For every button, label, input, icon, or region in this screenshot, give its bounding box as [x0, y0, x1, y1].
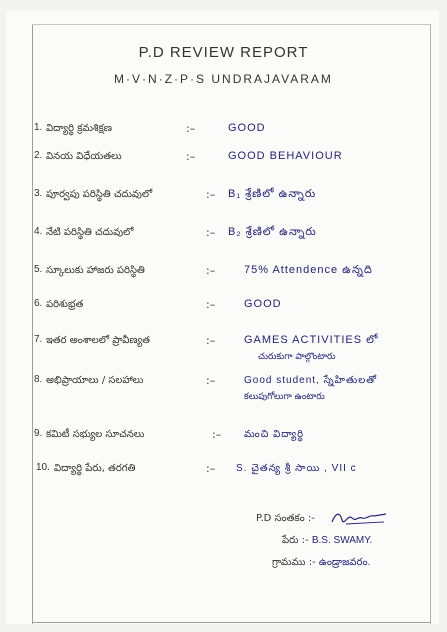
- item-number: 10.: [36, 462, 50, 473]
- report-row: [0, 264, 447, 288]
- report-row: [0, 334, 447, 362]
- item-colon: :–: [206, 264, 216, 277]
- item-colon: :–: [206, 334, 216, 347]
- report-row: [0, 122, 447, 146]
- item-number: 8.: [34, 374, 43, 385]
- item-value: B₁ శ్రేణిలో ఉన్నారు: [228, 188, 317, 200]
- name-value: B.S. SWAMY.: [311, 535, 373, 546]
- item-value: Good student, స్నేహితులతో: [244, 375, 378, 386]
- item-value: S. చైతన్య శ్రీ సాయి , VII c: [236, 463, 357, 474]
- item-value: GOOD BEHAVIOUR: [228, 150, 343, 162]
- item-number: 3.: [34, 188, 43, 199]
- item-value: GOOD: [228, 122, 266, 134]
- margin-line: [32, 24, 33, 624]
- item-number: 9.: [34, 428, 43, 439]
- item-label: స్కూలుకు హాజరు పరిస్థితి: [46, 265, 145, 276]
- item-colon: :–: [206, 374, 216, 387]
- name-label: పేరు :-: [282, 535, 309, 546]
- report-row: [0, 428, 447, 452]
- item-label: పరిశుభ్రత: [46, 299, 84, 310]
- item-colon: :–: [186, 150, 196, 163]
- item-number: 4.: [34, 226, 43, 237]
- item-label: అభిప్రాయాలు / సలహాలు: [46, 375, 144, 386]
- report-row: [0, 226, 447, 250]
- item-value: మంచి విద్యార్థి: [244, 429, 305, 440]
- item-colon: :–: [212, 428, 222, 441]
- item-label: కమిటీ సభ్యుల సూచనలు: [46, 429, 145, 440]
- item-number: 1.: [34, 122, 43, 133]
- report-row: [0, 150, 447, 174]
- signature-label: P.D సంతకం :-: [256, 513, 315, 524]
- item-number: 2.: [34, 150, 43, 161]
- item-label: విద్యార్థి క్రమశిక్షణ: [46, 123, 112, 134]
- item-label: నేటి పరిస్థితి చదువులో: [46, 227, 134, 238]
- item-label: విద్యార్థి పేరు, తరగతి: [54, 463, 136, 474]
- pd-name-line: [282, 534, 372, 548]
- item-colon: :–: [206, 226, 216, 239]
- report-row: [0, 188, 447, 212]
- village-label: గ్రామము :-: [272, 557, 316, 568]
- report-row: [0, 374, 447, 402]
- item-value: B₂ శ్రేణిలో ఉన్నారు: [228, 226, 317, 238]
- village-value: ఉండ్రాజవరం.: [318, 557, 371, 568]
- top-border: [32, 24, 431, 25]
- report-title: P.D REVIEW REPORT: [138, 44, 309, 61]
- item-value: 75% Attendence ఉన్నది: [244, 264, 373, 276]
- report-row: [0, 462, 447, 486]
- village-line: [272, 556, 370, 570]
- report-row: [0, 298, 447, 322]
- item-label: ఇతర అంశాలలో ప్రావీణ్యత: [46, 335, 150, 346]
- item-number: 7.: [34, 334, 43, 345]
- item-colon: :–: [206, 298, 216, 311]
- item-value: GAMES ACTIVITIES లో: [244, 334, 379, 346]
- item-value-continued: చురుకుగా పాల్గొంటారు: [258, 352, 336, 362]
- item-colon: :–: [186, 122, 196, 135]
- school-name: M·V·N·Z·P·S UNDRAJAVARAM: [114, 72, 333, 86]
- right-border: [430, 24, 431, 624]
- item-value-continued: కలుపుగోలుగా ఉంటారు: [244, 392, 325, 402]
- item-colon: :–: [206, 188, 216, 201]
- item-colon: :–: [206, 462, 216, 475]
- handwritten-signature: [330, 508, 390, 528]
- item-value: GOOD: [244, 298, 282, 310]
- item-number: 6.: [34, 298, 43, 309]
- item-label: పూర్వపు పరిస్థితి చదువులో: [46, 189, 153, 200]
- item-label: వినయ విధేయతలు: [46, 151, 122, 162]
- pd-signature-line: [256, 512, 315, 526]
- bottom-border: [32, 622, 431, 623]
- item-number: 5.: [34, 264, 43, 275]
